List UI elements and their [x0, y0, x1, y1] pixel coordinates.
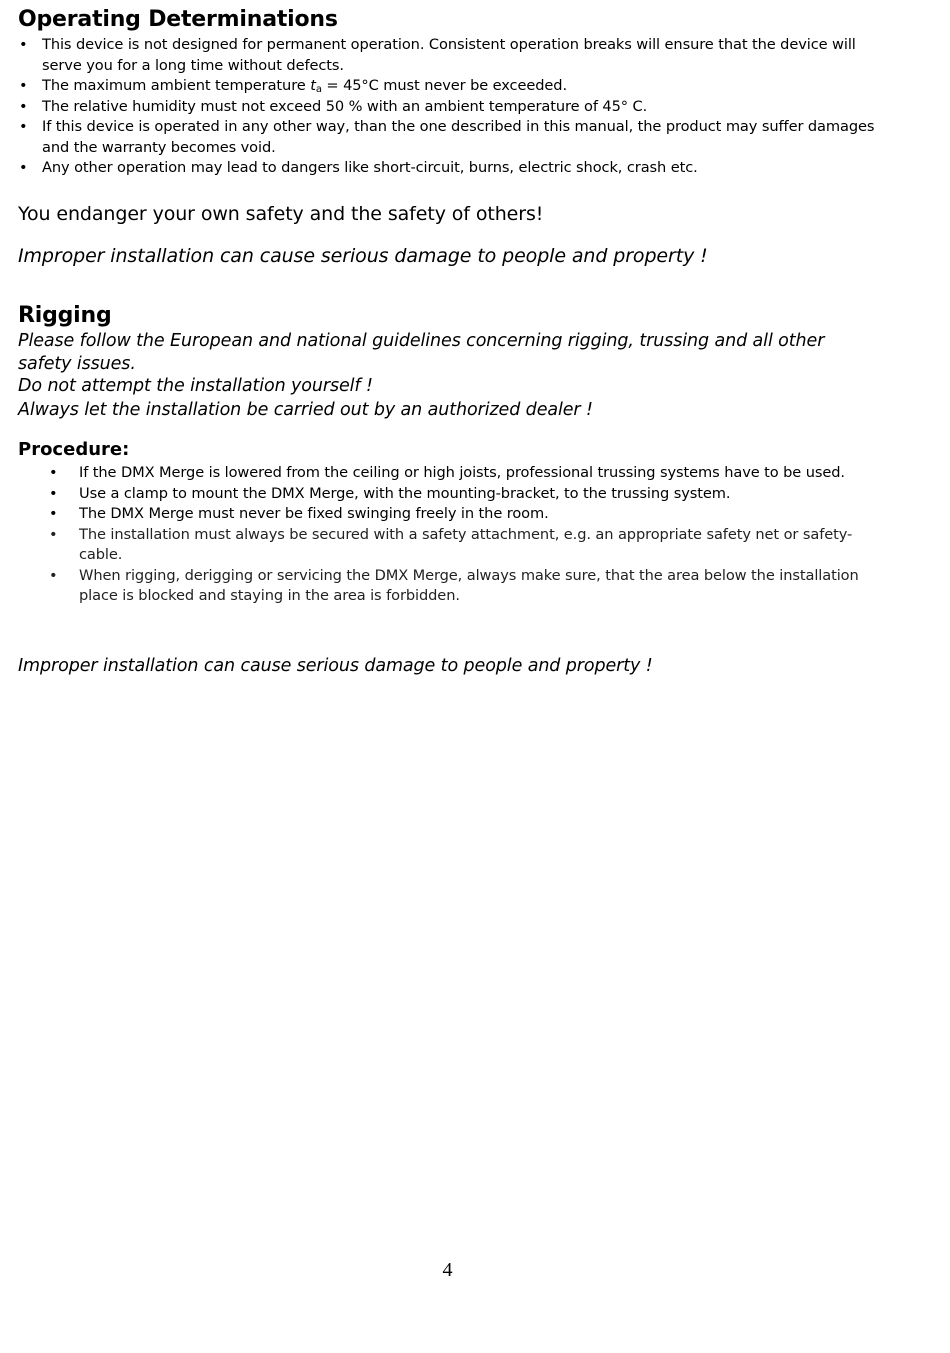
operating-determinations-heading: Operating Determinations — [18, 7, 338, 32]
list-item-text: = 45°C must never be exceeded. — [321, 77, 567, 94]
list-item: • The relative humidity must not exceed 50 % with an ambient temperature of 45° C. — [18, 97, 888, 118]
page-number: 4 — [442, 1259, 453, 1281]
operating-list — [18, 35, 888, 179]
procedure-heading: Procedure: — [18, 439, 130, 460]
list-item: • When rigging, derigging or servicing the DMX Merge, always make sure, that the area below the installation place is blocked and staying in the area is forbidden. — [18, 566, 888, 607]
rigging-heading: Rigging — [18, 303, 112, 328]
list-item: • The installation must always be secured with a safety attachment, e.g. an appropriate safety net or safety-cable. — [18, 525, 888, 566]
safety-note: You endanger your own safety and the safety of others! — [18, 203, 544, 225]
list-item: • Any other operation may lead to dangers like short-circuit, burns, electric shock, crash etc. — [18, 158, 888, 179]
list-item: • If this device is operated in any other way, than the one described in this manual, the product may suffer damages and the warranty becomes void. — [18, 117, 888, 158]
list-item: • Use a clamp to mount the DMX Merge, with the mounting-bracket, to the trussing system. — [18, 484, 888, 505]
list-item: • This device is not designed for permanent operation. Consistent operation breaks will ensure that the device will serve you for a long time without defects. — [18, 35, 888, 76]
list-item-text: The maximum ambient temperature — [42, 77, 311, 94]
temperature-symbol: t — [310, 77, 316, 94]
rigging-note: Do not attempt the installation yourself ! — [18, 376, 373, 396]
list-item — [18, 76, 888, 97]
rigging-dealer-note: Always let the installation be carried out by an authorized dealer ! — [18, 400, 593, 420]
rigging-warning: Improper installation can cause serious damage to people and property ! — [18, 656, 653, 676]
installation-warning: Improper installation can cause serious damage to people and property ! — [18, 245, 708, 267]
temperature-subscript: a — [315, 84, 322, 95]
list-item: • The DMX Merge must never be fixed swinging freely in the room. — [18, 504, 888, 525]
procedure-list — [18, 463, 888, 607]
rigging-intro: Please follow the European and national guidelines concerning rigging, trussing and all other safety issues. — [18, 331, 825, 374]
list-item: • If the DMX Merge is lowered from the ceiling or high joists, professional trussing systems have to be used. — [18, 463, 888, 484]
